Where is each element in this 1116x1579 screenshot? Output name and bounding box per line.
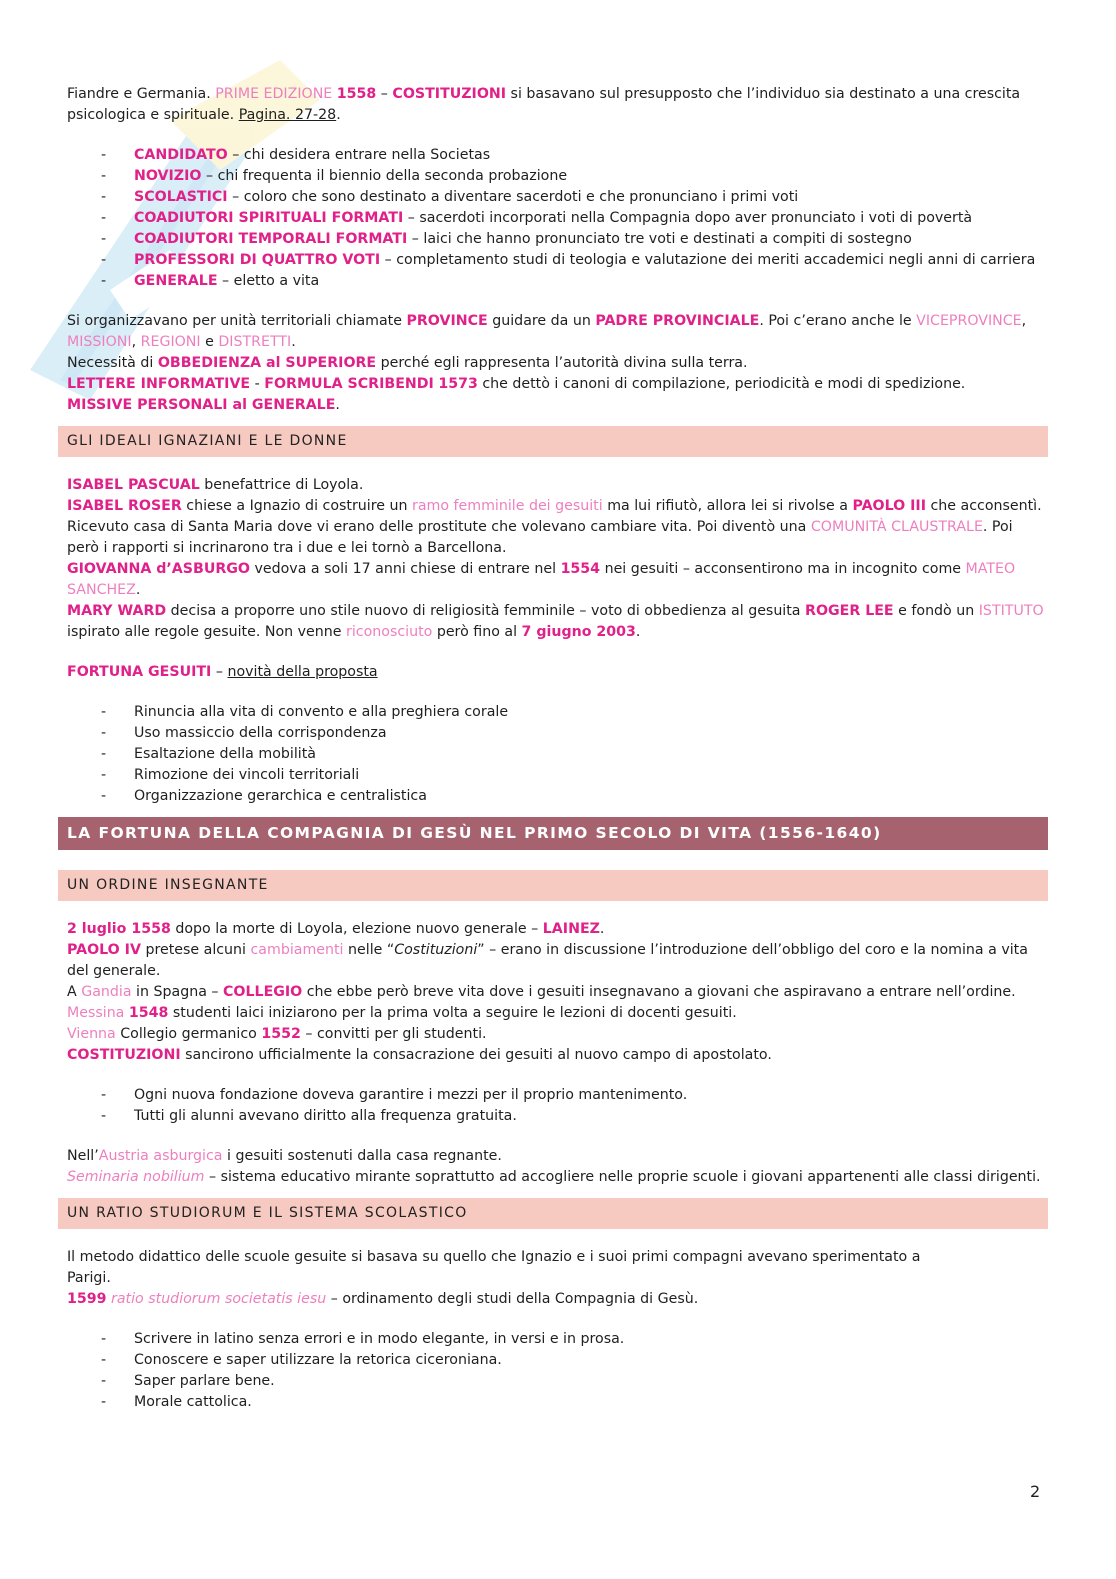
section-heading-donne: GLI IDEALI IGNAZIANI E LE DONNE bbox=[58, 426, 1048, 457]
paragraph: LETTERE INFORMATIVE - FORMULA SCRIBENDI 1573 che dettò i canoni di compilazione, periodicità e modi di spedizione. bbox=[67, 376, 966, 392]
paragraph: Ricevuto casa di Santa Maria dove vi erano delle prostitute che volevano cambiare vita. Poi diventò una COMUNITÀ CLAUSTRALE. Poi però i rapporti si incrinarono tra i due e lei tornò a Barcellona. bbox=[67, 519, 1013, 556]
fortuna-list bbox=[67, 702, 1047, 807]
paragraph: MARY WARD decisa a proporre uno stile nuovo di religiosità femminile – voto di obbedienza al gesuita ROGER LEE e fondò un ISTITUTO ispirato alle regole gesuite. Non venne riconosciuto però fino al 7 giugno 2003. bbox=[67, 603, 1044, 640]
paragraph: A Gandia in Spagna – COLLEGIO che ebbe però breve vita dove i gesuiti insegnavano a giovani che aspiravano a entrare nell’ordine. bbox=[67, 984, 1016, 1000]
paragraph: Il metodo didattico delle scuole gesuite si basava su quello che Ignazio e i suoi primi compagni avevano sperimentato a Parigi. bbox=[67, 1249, 921, 1286]
paragraph: ISABEL PASCUAL benefattrice di Loyola. bbox=[67, 477, 364, 493]
page-number: 2 bbox=[1030, 1482, 1041, 1501]
paragraph: Si organizzavano per unità territoriali chiamate PROVINCE guidare da un PADRE PROVINCIALE. Poi c’erano anche le VICEPROVINCE, MISSIONI, REGIONI e DISTRETTI. bbox=[67, 313, 1027, 350]
list-item: - SCOLASTICI – coloro che sono destinato a diventare sacerdoti e che pronunciano i primi voti bbox=[67, 187, 1047, 208]
roles-list bbox=[67, 145, 1047, 292]
list-item: - Organizzazione gerarchica e centralistica bbox=[67, 786, 1047, 807]
list-item: - NOVIZIO – chi frequenta il biennio della seconda probazione bbox=[67, 166, 1047, 187]
intro-paragraph: Fiandre e Germania. PRIME EDIZIONE 1558 – COSTITUZIONI si basavano sul presupposto che l’individuo sia destinato a una crescita psicologica e spirituale. Pagina. 27-28. bbox=[67, 86, 1021, 123]
list-item: - Scrivere in latino senza errori e in modo elegante, in versi e in prosa. bbox=[67, 1329, 1047, 1350]
page-content bbox=[67, 84, 1047, 1413]
list-item: - CANDIDATO – chi desidera entrare nella Societas bbox=[67, 145, 1047, 166]
list-item: - Tutti gli alunni avevano diritto alla frequenza gratuita. bbox=[67, 1106, 1047, 1127]
paragraph: 2 luglio 1558 dopo la morte di Loyola, elezione nuovo generale – LAINEZ. bbox=[67, 921, 605, 937]
paragraph: FORTUNA GESUITI – novità della proposta bbox=[67, 664, 378, 680]
list-item: - Rimozione dei vincoli territoriali bbox=[67, 765, 1047, 786]
list-item: - Esaltazione della mobilità bbox=[67, 744, 1047, 765]
ordine-list bbox=[67, 1085, 1047, 1127]
list-item: - Rinuncia alla vita di convento e alla preghiera corale bbox=[67, 702, 1047, 723]
ratio-list bbox=[67, 1329, 1047, 1413]
list-item: - Ogni nuova fondazione doveva garantire i mezzi per il proprio mantenimento. bbox=[67, 1085, 1047, 1106]
paragraph: Seminaria nobilium – sistema educativo mirante soprattutto ad accogliere nelle proprie scuole i giovani appartenenti alle classi dirigenti. bbox=[67, 1169, 1041, 1185]
section-heading-ordine: UN ORDINE INSEGNANTE bbox=[58, 870, 1048, 901]
list-item: - Uso massiccio della corrispondenza bbox=[67, 723, 1047, 744]
list-item: - COADIUTORI TEMPORALI FORMATI – laici che hanno pronunciato tre voti e destinati a compiti di sostegno bbox=[67, 229, 1047, 250]
paragraph: Nell’Austria asburgica i gesuiti sostenuti dalla casa regnante. bbox=[67, 1148, 502, 1164]
list-item: - COADIUTORI SPIRITUALI FORMATI – sacerdoti incorporati nella Compagnia dopo aver pronunciato i voti di povertà bbox=[67, 208, 1047, 229]
paragraph: Messina 1548 studenti laici iniziarono per la prima volta a seguire le lezioni di docenti gesuiti. bbox=[67, 1005, 737, 1021]
paragraph: Vienna Collegio germanico 1552 – convitti per gli studenti. bbox=[67, 1026, 487, 1042]
paragraph: 1599 ratio studiorum societatis iesu – ordinamento degli studi della Compagnia di Gesù. bbox=[67, 1291, 699, 1307]
list-item: - Conoscere e saper utilizzare la retorica ciceroniana. bbox=[67, 1350, 1047, 1371]
chapter-heading: LA FORTUNA DELLA COMPAGNIA DI GESÙ NEL PRIMO SECOLO DI VITA (1556-1640) bbox=[58, 817, 1048, 850]
list-item: - Saper parlare bene. bbox=[67, 1371, 1047, 1392]
paragraph: PAOLO IV pretese alcuni cambiamenti nelle “Costituzioni” – erano in discussione l’introduzione dell’obbligo del coro e la nomina a vita del generale. bbox=[67, 942, 1028, 979]
list-item: - GENERALE – eletto a vita bbox=[67, 271, 1047, 292]
paragraph: MISSIVE PERSONALI al GENERALE. bbox=[67, 397, 340, 413]
list-item: - Morale cattolica. bbox=[67, 1392, 1047, 1413]
paragraph: ISABEL ROSER chiese a Ignazio di costruire un ramo femminile dei gesuiti ma lui rifiutò, allora lei si rivolse a PAOLO III che acconsentì. bbox=[67, 498, 1042, 514]
paragraph: COSTITUZIONI sancirono ufficialmente la consacrazione dei gesuiti al nuovo campo di apostolato. bbox=[67, 1047, 772, 1063]
paragraph: GIOVANNA d’ASBURGO vedova a soli 17 anni chiese di entrare nel 1554 nei gesuiti – acconsentirono ma in incognito come MATEO SANCHEZ. bbox=[67, 561, 1016, 598]
paragraph: Necessità di OBBEDIENZA al SUPERIORE perché egli rappresenta l’autorità divina sulla terra. bbox=[67, 355, 748, 371]
section-heading-ratio: UN RATIO STUDIORUM E IL SISTEMA SCOLASTICO bbox=[58, 1198, 1048, 1229]
list-item: - PROFESSORI DI QUATTRO VOTI – completamento studi di teologia e valutazione dei meriti accademici negli anni di carriera bbox=[67, 250, 1047, 271]
